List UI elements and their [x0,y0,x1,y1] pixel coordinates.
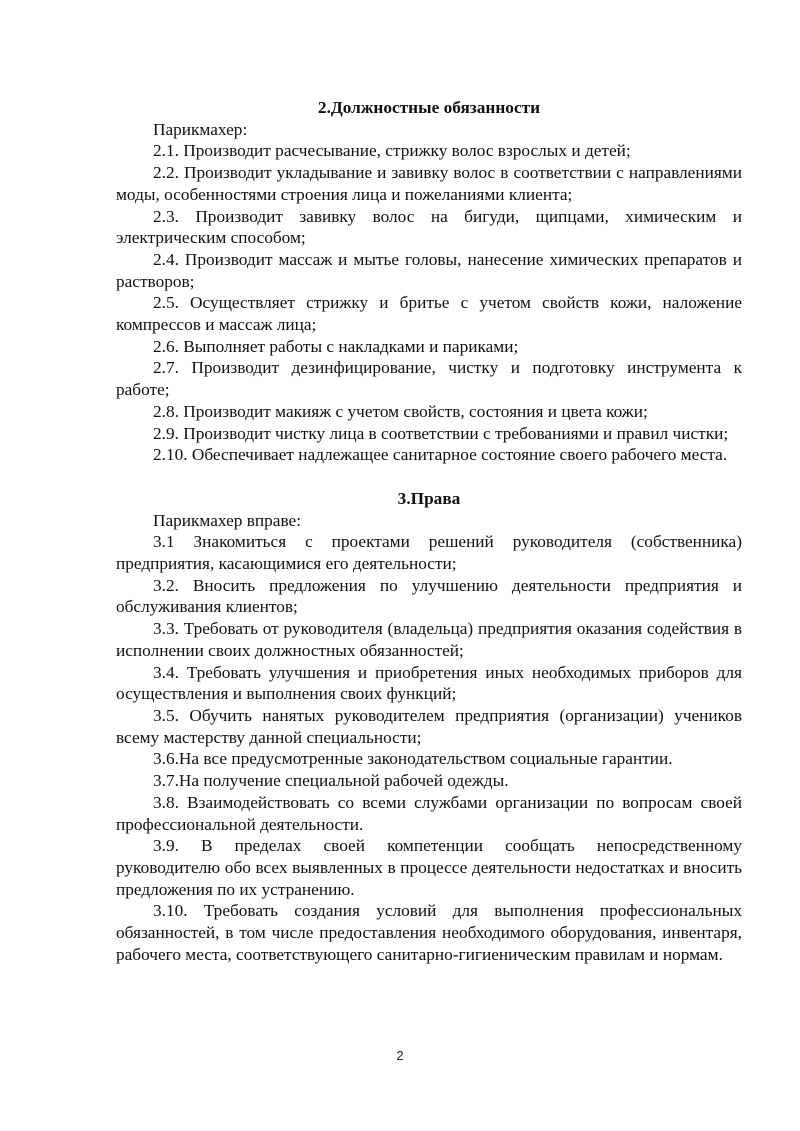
right-item: 3.2. Вносить предложения по улучшению деятельности предприятия и обслуживания клиентов; [116,575,742,617]
right-item: 3.5. Обучить нанятых руководителем предприятия (организации) учеников всему мастерству данной специальности; [116,705,742,747]
section-rights-title: 3.Права [397,488,461,508]
section-duties-intro: Парикмахер: [153,119,248,139]
page-number: 2 [396,1048,404,1063]
section-duties [116,97,742,466]
duty-item: 2.10. Обеспечивает надлежащее санитарное состояние своего рабочего места. [153,445,728,465]
section-rights [116,488,742,965]
right-item: 3.8. Взаимодействовать со всеми службами организации по вопросам своей профессиональной деятельности. [116,792,742,834]
duty-item: 2.9. Производит чистку лица в соответствии с требованиями и правил чистки; [153,423,729,443]
document-page [116,97,742,965]
right-item: 3.9. В пределах своей компетенции сообщать непосредственному руководителю обо всех выявленных в процессе деятельности недостатках и вносить предложения по их устранению. [116,836,742,899]
duty-item: 2.8. Производит макияж с учетом свойств, состояния и цвета кожи; [153,401,648,421]
right-item: 3.10. Требовать создания условий для выполнения профессиональных обязанностей, в том числе предоставления необходимого оборудования, инвентаря, рабочего места, соответствующего санитарно-гигиеническим правилам и нормам. [116,901,742,964]
duty-item: 2.1. Производит расчесывание, стрижку волос взрослых и детей; [153,141,631,161]
right-item: 3.4. Требовать улучшения и приобретения иных необходимых приборов для осуществления и выполнения своих функций; [116,662,742,704]
duty-item: 2.7. Производит дезинфицирование, чистку и подготовку инструмента к работе; [116,358,742,400]
section-duties-title: 2.Должностные обязанности [317,98,541,117]
duty-item: 2.4. Производит массаж и мытье головы, нанесение химических препаратов и растворов; [116,249,742,291]
duty-item: 2.3. Производит завивку волос на бигуди, щипцами, химическим и электрическим способом; [116,206,742,248]
duty-item: 2.2. Производит укладывание и завивку волос в соответствии с направлениями моды, особенностями строения лица и пожеланиями клиента; [116,163,742,204]
right-item: 3.1 Знакомиться с проектами решений руководителя (собственника) предприятия, касающимися его деятельности; [116,532,742,574]
right-item: 3.7.На получение специальной рабочей одежды. [153,771,509,791]
duty-item: 2.6. Выполняет работы с накладками и париками; [153,336,519,356]
right-item: 3.6.На все предусмотренные законодательством социальные гарантии. [153,749,673,769]
section-rights-intro: Парикмахер вправе: [153,510,302,530]
duty-item: 2.5. Осуществляет стрижку и бритье с учетом свойств кожи, наложение компрессов и массаж лица; [116,293,742,335]
right-item: 3.3. Требовать от руководителя (владельца) предприятия оказания содействия в исполнении своих должностных обязанностей; [116,619,742,660]
